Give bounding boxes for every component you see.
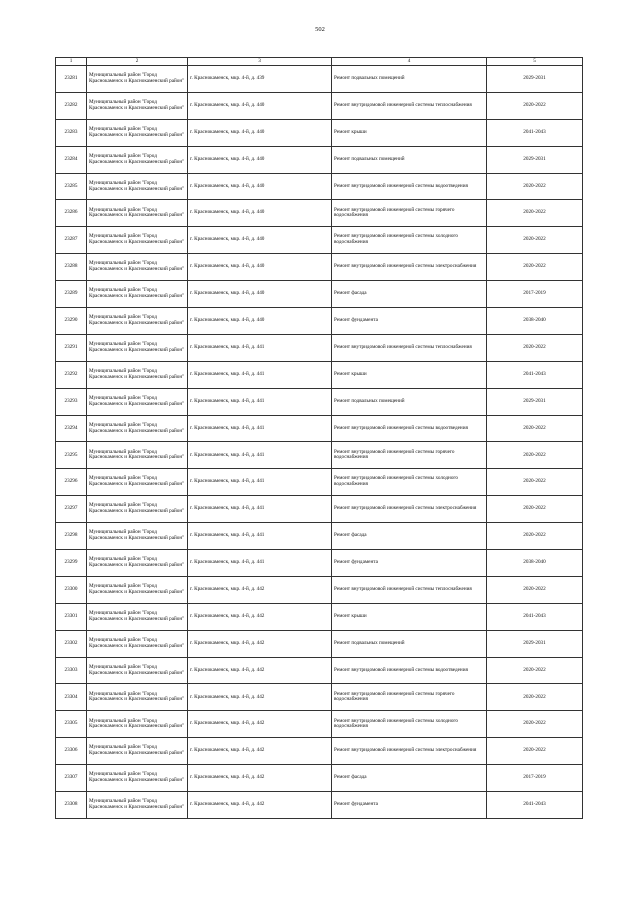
row-number: 23296 bbox=[56, 469, 87, 496]
work-type-cell: Ремонт внутридомовой инженерной системы теплоснабжения bbox=[332, 576, 487, 603]
row-number: 23293 bbox=[56, 388, 87, 415]
work-type-cell: Ремонт внутридомовой инженерной системы теплоснабжения bbox=[332, 334, 487, 361]
table-row bbox=[56, 630, 583, 657]
period-cell: 2020-2022 bbox=[487, 254, 583, 281]
table-row bbox=[56, 523, 583, 550]
work-type-cell: Ремонт внутридомовой инженерной системы электроснабжения bbox=[332, 254, 487, 281]
table-row bbox=[56, 281, 583, 308]
row-number: 23304 bbox=[56, 684, 87, 711]
table-row bbox=[56, 711, 583, 738]
page-number: 502 bbox=[315, 26, 325, 33]
work-type-cell: Ремонт фасада bbox=[332, 523, 487, 550]
period-cell: 2020-2022 bbox=[487, 200, 583, 227]
period-cell: 2020-2022 bbox=[487, 711, 583, 738]
table-body bbox=[56, 66, 583, 819]
work-type-cell: Ремонт крыши bbox=[332, 603, 487, 630]
period-cell: 2017-2019 bbox=[487, 765, 583, 792]
row-number: 23307 bbox=[56, 765, 87, 792]
row-number: 23287 bbox=[56, 227, 87, 254]
municipality-cell: Муниципальный район "Город Краснокаменск и Краснокаменский район" bbox=[87, 496, 188, 523]
repair-schedule-table bbox=[55, 57, 583, 819]
period-cell: 2020-2022 bbox=[487, 469, 583, 496]
period-cell: 2020-2022 bbox=[487, 684, 583, 711]
period-cell: 2029-2031 bbox=[487, 66, 583, 93]
work-type-cell: Ремонт внутридомовой инженерной системы водоотведения bbox=[332, 657, 487, 684]
address-cell: г. Краснокаменск, мкр. 4-й, д. 440 bbox=[188, 281, 332, 308]
period-cell: 2020-2022 bbox=[487, 496, 583, 523]
municipality-cell: Муниципальный район "Город Краснокаменск и Краснокаменский район" bbox=[87, 576, 188, 603]
period-cell: 2020-2022 bbox=[487, 738, 583, 765]
address-cell: г. Краснокаменск, мкр. 4-й, д. 440 bbox=[188, 254, 332, 281]
address-cell: г. Краснокаменск, мкр. 4-й, д. 440 bbox=[188, 92, 332, 119]
period-cell: 2041-2043 bbox=[487, 119, 583, 146]
municipality-cell: Муниципальный район "Город Краснокаменск и Краснокаменский район" bbox=[87, 657, 188, 684]
municipality-cell: Муниципальный район "Город Краснокаменск и Краснокаменский район" bbox=[87, 66, 188, 93]
address-cell: г. Краснокаменск, мкр. 4-й, д. 441 bbox=[188, 523, 332, 550]
row-number: 23305 bbox=[56, 711, 87, 738]
table-row bbox=[56, 496, 583, 523]
table-row bbox=[56, 173, 583, 200]
row-number: 23292 bbox=[56, 361, 87, 388]
period-cell: 2020-2022 bbox=[487, 92, 583, 119]
address-cell: г. Краснокаменск, мкр. 4-й, д. 442 bbox=[188, 792, 332, 819]
municipality-cell: Муниципальный район "Город Краснокаменск и Краснокаменский район" bbox=[87, 603, 188, 630]
table-row bbox=[56, 146, 583, 173]
address-cell: г. Краснокаменск, мкр. 4-й, д. 440 bbox=[188, 119, 332, 146]
table-row bbox=[56, 442, 583, 469]
municipality-cell: Муниципальный район "Город Краснокаменск и Краснокаменский район" bbox=[87, 388, 188, 415]
table-row bbox=[56, 603, 583, 630]
table-row bbox=[56, 550, 583, 577]
period-cell: 2041-2043 bbox=[487, 361, 583, 388]
address-cell: г. Краснокаменск, мкр. 4-й, д. 442 bbox=[188, 603, 332, 630]
row-number: 23291 bbox=[56, 334, 87, 361]
municipality-cell: Муниципальный район "Город Краснокаменск и Краснокаменский район" bbox=[87, 415, 188, 442]
work-type-cell: Ремонт внутридомовой инженерной системы холодного водоснабжения bbox=[332, 227, 487, 254]
work-type-cell: Ремонт подвальных помещений bbox=[332, 66, 487, 93]
column-header-4: 4 bbox=[332, 58, 487, 66]
work-type-cell: Ремонт фундамента bbox=[332, 550, 487, 577]
row-number: 23298 bbox=[56, 523, 87, 550]
row-number: 23302 bbox=[56, 630, 87, 657]
municipality-cell: Муниципальный район "Город Краснокаменск и Краснокаменский район" bbox=[87, 308, 188, 335]
row-number: 23303 bbox=[56, 657, 87, 684]
work-type-cell: Ремонт подвальных помещений bbox=[332, 388, 487, 415]
work-type-cell: Ремонт крыши bbox=[332, 361, 487, 388]
column-number-row bbox=[56, 58, 583, 66]
table-row bbox=[56, 765, 583, 792]
row-number: 23308 bbox=[56, 792, 87, 819]
period-cell: 2020-2022 bbox=[487, 415, 583, 442]
address-cell: г. Краснокаменск, мкр. 4-й, д. 439 bbox=[188, 66, 332, 93]
address-cell: г. Краснокаменск, мкр. 4-й, д. 440 bbox=[188, 173, 332, 200]
municipality-cell: Муниципальный район "Город Краснокаменск и Краснокаменский район" bbox=[87, 442, 188, 469]
work-type-cell: Ремонт внутридомовой инженерной системы водоотведения bbox=[332, 415, 487, 442]
row-number: 23285 bbox=[56, 173, 87, 200]
work-type-cell: Ремонт фундамента bbox=[332, 308, 487, 335]
municipality-cell: Муниципальный район "Город Краснокаменск и Краснокаменский район" bbox=[87, 738, 188, 765]
work-type-cell: Ремонт внутридомовой инженерной системы теплоснабжения bbox=[332, 92, 487, 119]
column-header-5: 5 bbox=[487, 58, 583, 66]
work-type-cell: Ремонт внутридомовой инженерной системы горячего водоснабжения bbox=[332, 442, 487, 469]
row-number: 23288 bbox=[56, 254, 87, 281]
period-cell: 2038-2040 bbox=[487, 550, 583, 577]
table-row bbox=[56, 119, 583, 146]
municipality-cell: Муниципальный район "Город Краснокаменск и Краснокаменский район" bbox=[87, 334, 188, 361]
municipality-cell: Муниципальный район "Город Краснокаменск и Краснокаменский район" bbox=[87, 146, 188, 173]
work-type-cell: Ремонт фундамента bbox=[332, 792, 487, 819]
municipality-cell: Муниципальный район "Город Краснокаменск и Краснокаменский район" bbox=[87, 550, 188, 577]
municipality-cell: Муниципальный район "Город Краснокаменск и Краснокаменский район" bbox=[87, 684, 188, 711]
municipality-cell: Муниципальный район "Город Краснокаменск и Краснокаменский район" bbox=[87, 523, 188, 550]
address-cell: г. Краснокаменск, мкр. 4-й, д. 441 bbox=[188, 496, 332, 523]
municipality-cell: Муниципальный район "Город Краснокаменск и Краснокаменский район" bbox=[87, 254, 188, 281]
row-number: 23306 bbox=[56, 738, 87, 765]
period-cell: 2020-2022 bbox=[487, 657, 583, 684]
row-number: 23283 bbox=[56, 119, 87, 146]
municipality-cell: Муниципальный район "Город Краснокаменск и Краснокаменский район" bbox=[87, 469, 188, 496]
address-cell: г. Краснокаменск, мкр. 4-й, д. 442 bbox=[188, 630, 332, 657]
municipality-cell: Муниципальный район "Город Краснокаменск и Краснокаменский район" bbox=[87, 200, 188, 227]
municipality-cell: Муниципальный район "Город Краснокаменск и Краснокаменский район" bbox=[87, 227, 188, 254]
table-row bbox=[56, 469, 583, 496]
column-header-2: 2 bbox=[87, 58, 188, 66]
row-number: 23281 bbox=[56, 66, 87, 93]
address-cell: г. Краснокаменск, мкр. 4-й, д. 442 bbox=[188, 711, 332, 738]
period-cell: 2020-2022 bbox=[487, 173, 583, 200]
work-type-cell: Ремонт внутридомовой инженерной системы холодного водоснабжения bbox=[332, 469, 487, 496]
municipality-cell: Муниципальный район "Город Краснокаменск и Краснокаменский район" bbox=[87, 765, 188, 792]
address-cell: г. Краснокаменск, мкр. 4-й, д. 442 bbox=[188, 576, 332, 603]
address-cell: г. Краснокаменск, мкр. 4-й, д. 440 bbox=[188, 308, 332, 335]
row-number: 23300 bbox=[56, 576, 87, 603]
row-number: 23295 bbox=[56, 442, 87, 469]
municipality-cell: Муниципальный район "Город Краснокаменск и Краснокаменский район" bbox=[87, 92, 188, 119]
table-row bbox=[56, 738, 583, 765]
period-cell: 2029-2031 bbox=[487, 630, 583, 657]
municipality-cell: Муниципальный район "Город Краснокаменск и Краснокаменский район" bbox=[87, 630, 188, 657]
row-number: 23294 bbox=[56, 415, 87, 442]
address-cell: г. Краснокаменск, мкр. 4-й, д. 442 bbox=[188, 684, 332, 711]
address-cell: г. Краснокаменск, мкр. 4-й, д. 440 bbox=[188, 146, 332, 173]
municipality-cell: Муниципальный район "Город Краснокаменск и Краснокаменский район" bbox=[87, 711, 188, 738]
work-type-cell: Ремонт внутридомовой инженерной системы холодного водоснабжения bbox=[332, 711, 487, 738]
column-header-3: 3 bbox=[188, 58, 332, 66]
address-cell: г. Краснокаменск, мкр. 4-й, д. 441 bbox=[188, 361, 332, 388]
work-type-cell: Ремонт крыши bbox=[332, 119, 487, 146]
municipality-cell: Муниципальный район "Город Краснокаменск и Краснокаменский район" bbox=[87, 119, 188, 146]
period-cell: 2038-2040 bbox=[487, 308, 583, 335]
address-cell: г. Краснокаменск, мкр. 4-й, д. 441 bbox=[188, 442, 332, 469]
table-header bbox=[56, 58, 583, 66]
table-row bbox=[56, 92, 583, 119]
period-cell: 2029-2031 bbox=[487, 388, 583, 415]
table-row bbox=[56, 415, 583, 442]
table-row bbox=[56, 227, 583, 254]
row-number: 23286 bbox=[56, 200, 87, 227]
table-row bbox=[56, 657, 583, 684]
table-row bbox=[56, 200, 583, 227]
municipality-cell: Муниципальный район "Город Краснокаменск и Краснокаменский район" bbox=[87, 173, 188, 200]
address-cell: г. Краснокаменск, мкр. 4-й, д. 442 bbox=[188, 765, 332, 792]
table-row bbox=[56, 388, 583, 415]
address-cell: г. Краснокаменск, мкр. 4-й, д. 441 bbox=[188, 415, 332, 442]
period-cell: 2029-2031 bbox=[487, 146, 583, 173]
row-number: 23282 bbox=[56, 92, 87, 119]
address-cell: г. Краснокаменск, мкр. 4-й, д. 442 bbox=[188, 657, 332, 684]
period-cell: 2017-2019 bbox=[487, 281, 583, 308]
municipality-cell: Муниципальный район "Город Краснокаменск и Краснокаменский район" bbox=[87, 792, 188, 819]
work-type-cell: Ремонт внутридомовой инженерной системы горячего водоснабжения bbox=[332, 200, 487, 227]
row-number: 23284 bbox=[56, 146, 87, 173]
table-row bbox=[56, 361, 583, 388]
table-row bbox=[56, 308, 583, 335]
work-type-cell: Ремонт внутридомовой инженерной системы электроснабжения bbox=[332, 738, 487, 765]
row-number: 23297 bbox=[56, 496, 87, 523]
period-cell: 2020-2022 bbox=[487, 576, 583, 603]
address-cell: г. Краснокаменск, мкр. 4-й, д. 441 bbox=[188, 334, 332, 361]
work-type-cell: Ремонт фасада bbox=[332, 765, 487, 792]
column-header-1: 1 bbox=[56, 58, 87, 66]
work-type-cell: Ремонт внутридомовой инженерной системы горячего водоснабжения bbox=[332, 684, 487, 711]
work-type-cell: Ремонт подвальных помещений bbox=[332, 630, 487, 657]
row-number: 23301 bbox=[56, 603, 87, 630]
work-type-cell: Ремонт внутридомовой инженерной системы водоотведения bbox=[332, 173, 487, 200]
address-cell: г. Краснокаменск, мкр. 4-й, д. 440 bbox=[188, 227, 332, 254]
period-cell: 2020-2022 bbox=[487, 334, 583, 361]
row-number: 23290 bbox=[56, 308, 87, 335]
period-cell: 2020-2022 bbox=[487, 442, 583, 469]
work-type-cell: Ремонт внутридомовой инженерной системы электроснабжения bbox=[332, 496, 487, 523]
address-cell: г. Краснокаменск, мкр. 4-й, д. 442 bbox=[188, 738, 332, 765]
table-row bbox=[56, 576, 583, 603]
address-cell: г. Краснокаменск, мкр. 4-й, д. 440 bbox=[188, 200, 332, 227]
row-number: 23299 bbox=[56, 550, 87, 577]
municipality-cell: Муниципальный район "Город Краснокаменск и Краснокаменский район" bbox=[87, 281, 188, 308]
address-cell: г. Краснокаменск, мкр. 4-й, д. 441 bbox=[188, 550, 332, 577]
table-row bbox=[56, 66, 583, 93]
period-cell: 2020-2022 bbox=[487, 227, 583, 254]
municipality-cell: Муниципальный район "Город Краснокаменск и Краснокаменский район" bbox=[87, 361, 188, 388]
address-cell: г. Краснокаменск, мкр. 4-й, д. 441 bbox=[188, 388, 332, 415]
period-cell: 2041-2043 bbox=[487, 603, 583, 630]
table-row bbox=[56, 684, 583, 711]
work-type-cell: Ремонт фасада bbox=[332, 281, 487, 308]
table-row bbox=[56, 792, 583, 819]
period-cell: 2041-2043 bbox=[487, 792, 583, 819]
address-cell: г. Краснокаменск, мкр. 4-й, д. 441 bbox=[188, 469, 332, 496]
row-number: 23289 bbox=[56, 281, 87, 308]
work-type-cell: Ремонт подвальных помещений bbox=[332, 146, 487, 173]
table-row bbox=[56, 254, 583, 281]
period-cell: 2020-2022 bbox=[487, 523, 583, 550]
table-row bbox=[56, 334, 583, 361]
